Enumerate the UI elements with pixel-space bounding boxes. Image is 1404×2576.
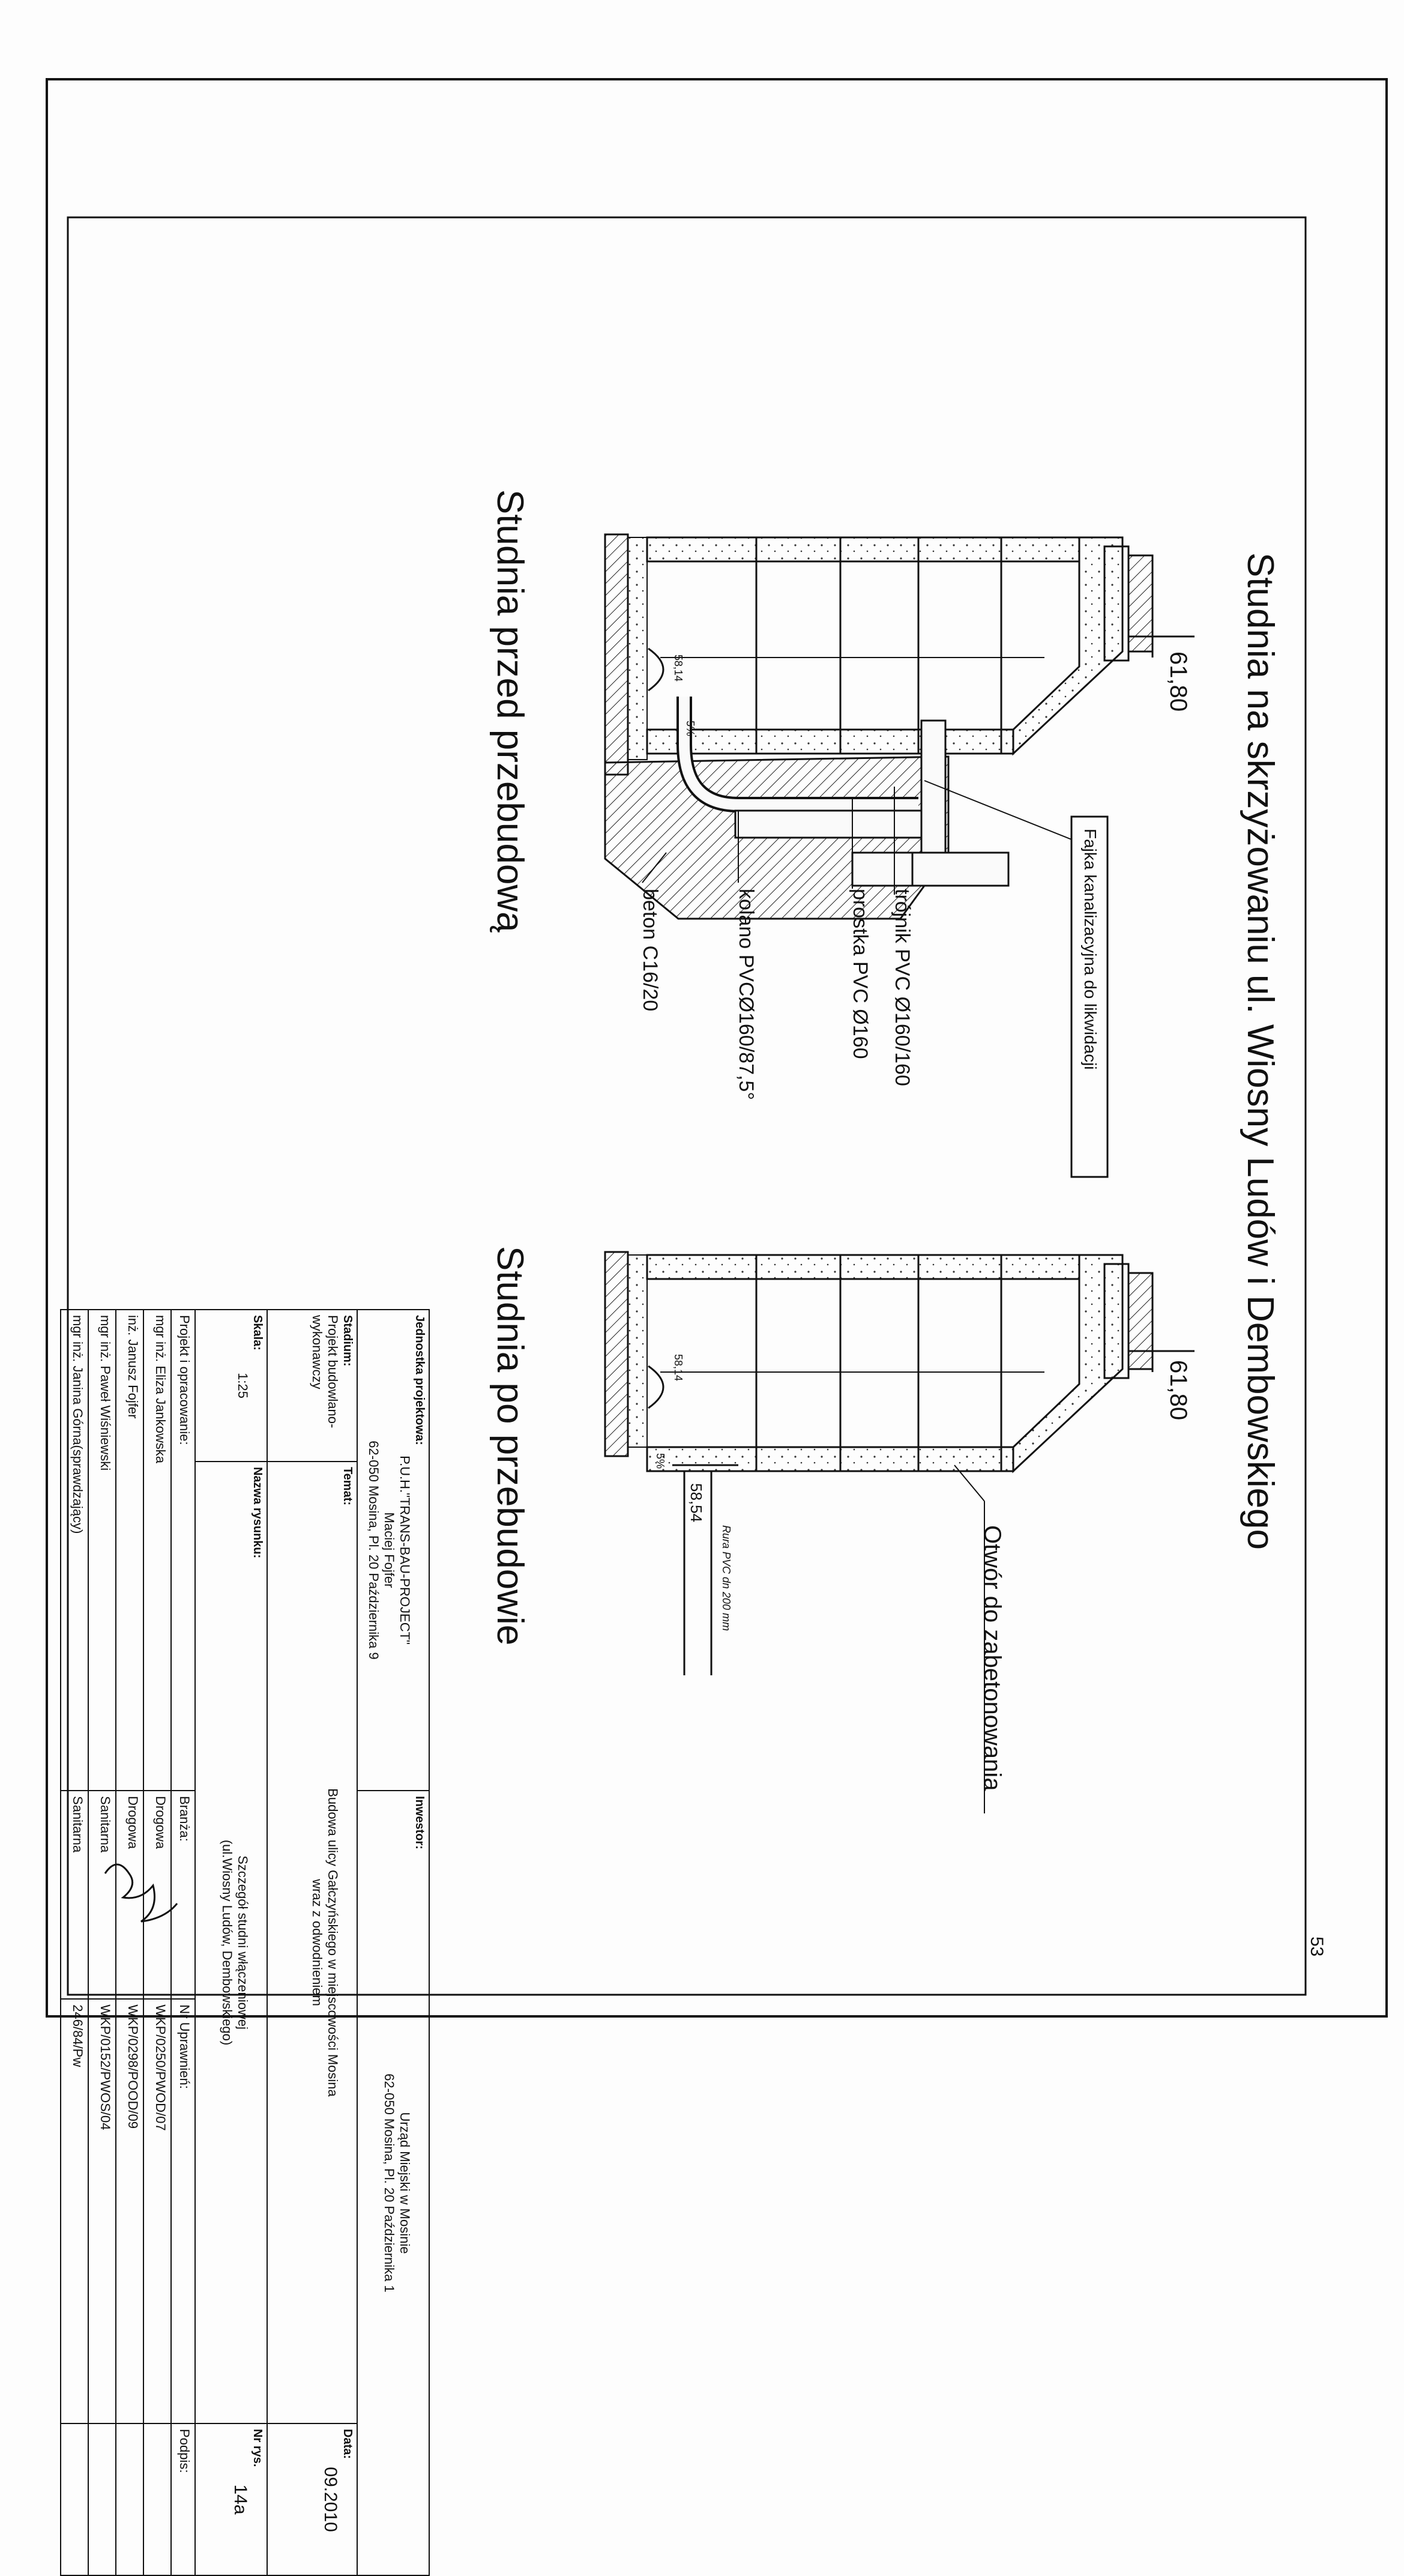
designer-line-3: 62-050 Mosina, Pl. 20 Października 9	[366, 1441, 381, 1660]
label-hole: Otwór do zabetonowania	[979, 1525, 1005, 1791]
title-block	[60, 1309, 430, 2576]
drawing-name-label: Nazwa rysunku:	[251, 1466, 264, 1559]
after-title: Studnia po przebudowie	[489, 1246, 531, 1646]
table-row: mgr inż. Paweł Wiśniewski Sanitarna WKP/0152/PWOS/04	[88, 1310, 116, 2575]
designer-line-2: Maciej Fojfer	[382, 1512, 397, 1588]
drawing-name-line-1: Szczegół studni włączeniowej	[235, 1855, 250, 2030]
header-branch: Branża:	[171, 1791, 195, 1999]
note-box-label: Fajka kanalizacyjna do likwidacji	[1081, 829, 1100, 1070]
title-block-table	[60, 1309, 430, 2576]
label-bend: kolano PVCØ160/87,5°	[735, 889, 758, 1100]
pipe-label: Rura PVC dn 200 mm	[720, 1525, 732, 1631]
well-after-drawing	[605, 1252, 1195, 1813]
investor-line-1: Urząd Miejski w Mosinie	[397, 2112, 412, 2254]
label-straight: prostka PVC Ø160	[849, 889, 872, 1059]
before-slope: 5%	[684, 721, 696, 737]
after-elevation-mid: 58,14	[672, 1354, 684, 1382]
scale-label: Skala:	[251, 1315, 264, 1350]
header-author: Projekt i opracowanie:	[171, 1310, 195, 1791]
before-elevation-top: 61,80	[1165, 652, 1192, 712]
drawing-no-value: 14a	[230, 2484, 250, 2515]
after-elevation-top: 61,80	[1165, 1360, 1192, 1421]
table-row: inż. Janusz Fojfer Drogowa WKP/0298/POOD/09	[116, 1310, 143, 2575]
date-label: Data:	[341, 2429, 354, 2460]
subject-label: Temat:	[341, 1466, 354, 1506]
page-number: 53	[1307, 1937, 1327, 1957]
header-license: Nr Uprawnień:	[171, 1999, 195, 2423]
main-title: Studnia na skrzyżowaniu ul. Wiosny Ludów i Dembowskiego	[1240, 552, 1281, 1550]
header-signature: Podpis:	[171, 2423, 195, 2575]
table-row: mgr inż. Janina Górna(sprawdzający) Sanitarna 246/84/Pw	[61, 1310, 88, 2575]
investor-line-2: 62-050 Mosina, Pl. 20 Października 1	[382, 2073, 397, 2293]
label-concrete: beton C16/20	[639, 889, 661, 1012]
drawing-no-label: Nr rys.	[251, 2429, 264, 2467]
drawing-name-line-2: (ul.Wiosny Ludów, Dembowskiego)	[220, 1839, 235, 2046]
investor-label: Inwestor:	[413, 1796, 426, 1849]
label-tee: trójnik PVC Ø160/160	[891, 889, 914, 1086]
scale-value: 1:25	[235, 1373, 250, 1398]
designer-line-1: P.U.H."TRANS-BAU-PROJECT"	[397, 1456, 412, 1645]
designer-label: Jednostka projektowa:	[413, 1315, 426, 1445]
subject-line-1: Budowa ulicy Gałczyńskiego w miejscowości Mosina	[325, 1788, 340, 2097]
subject-line-2: wraz z odwodnieniem	[310, 1879, 325, 2006]
table-row: mgr inż. Eliza Jankowska Drogowa WKP/0250/PWOD/07	[143, 1310, 171, 2575]
after-slope: 5%	[654, 1453, 666, 1469]
date-value: 09.2010	[321, 2467, 340, 2532]
before-elevation-bottom: 58,14	[672, 655, 684, 682]
stage-value: Projekt budowlano-wykonawczy	[310, 1315, 340, 1429]
after-elevation-pipe: 58,54	[687, 1483, 705, 1523]
stage-label: Stadium:	[341, 1315, 354, 1367]
before-title: Studnia przed przebudową	[489, 489, 531, 933]
